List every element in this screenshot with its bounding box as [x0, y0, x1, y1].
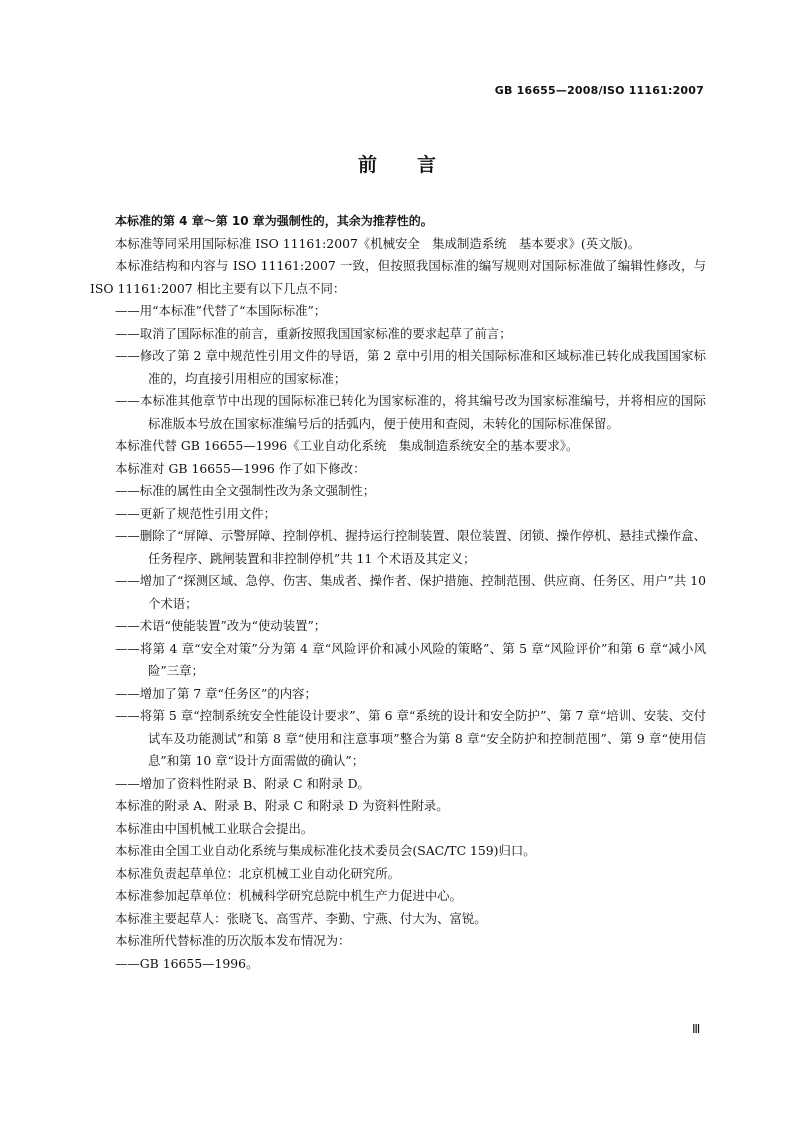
page-title: 前言 — [357, 154, 476, 176]
dash-item: ——用“本标准”代替了“本国际标准”； — [115, 303, 327, 318]
dash-item: ——将第 4 章“安全对策”分为第 4 章“风险评价和减小风险的策略”、第 5 章“风险评价”和第 6 章“减小风险”三章； — [115, 640, 706, 678]
dash-item: ——术语“使能装置”改为“使动装置”； — [115, 618, 327, 633]
dash-item: ——取消了国际标准的前言，重新按照我国国家标准的要求起草了前言； — [115, 325, 512, 341]
dash-item: ——增加了第 7 章“任务区”的内容； — [115, 685, 317, 701]
paragraph-annexes: 本标准的附录 A、附录 B、附录 C 和附录 D 为资料性附录。 — [115, 798, 449, 813]
paragraph-replaces: 本标准代替 GB 16655—1996《工业自动化系统 集成制造系统安全的基本要求》。 — [115, 438, 579, 453]
paragraph-changes: 本标准对 GB 16655—1996 作了如下修改： — [115, 460, 366, 476]
dash-item: ——增加了“探测区域、急停、伤害、集成者、操作者、保护措施、控制范围、供应商、任务区、用户”共 10 个术语； — [115, 573, 706, 611]
paragraph-participating-unit: 本标准参加起草单位：机械科学研究总院中机生产力促进中心。 — [115, 888, 462, 903]
paragraph-mandatory-chapters: 本标准的第 4 章～第 10 章为强制性的，其余为推荐性的。 — [115, 214, 433, 228]
paragraph-drafting-unit: 本标准负责起草单位：北京机械工业自动化研究所。 — [115, 865, 400, 881]
document-body — [90, 210, 706, 975]
paragraph-structure: 本标准结构和内容与 ISO 11161:2007 一致，但按照我国标准的编写规则对国际标准做了编辑性修改，与 ISO 11161:2007 相比主要有以下几点不同： — [90, 258, 706, 296]
page-number: Ⅲ — [692, 1022, 701, 1036]
paragraph-managed-by: 本标准由全国工业自动化系统与集成标准化技术委员会(SAC/TC 159)归口。 — [115, 843, 536, 858]
dash-item: ——标准的属性由全文强制性改为条文强制性； — [115, 483, 376, 498]
paragraph-drafters: 本标准主要起草人：张晓飞、高雪芹、李勤、宁燕、付大为、富锐。 — [115, 910, 487, 926]
dash-item: ——更新了规范性引用文件； — [115, 505, 277, 521]
dash-item: ——本标准其他章节中出现的国际标准已转化为国家标准的，将其编号改为国家标准编号，并将相应的国际标准版本号放在国家标准编号后的括弧内，便于使用和查阅，未转化的国际标准保留。 — [115, 393, 706, 431]
paragraph-proposed-by: 本标准由中国机械工业联合会提出。 — [115, 820, 314, 836]
paragraph-adoption: 本标准等同采用国际标准 ISO 11161:2007《机械安全 集成制造系统 基本要求》(英文版)。 — [115, 235, 641, 251]
dash-item: ——修改了第 2 章中规范性引用文件的导语，第 2 章中引用的相关国际标准和区域标准已转化成我国国家标准的，均直接引用相应的国家标准； — [115, 348, 706, 386]
standard-code-header: GB 16655—2008/ISO 11161:2007 — [494, 84, 704, 97]
dash-item: ——将第 5 章“控制系统安全性能设计要求”、第 6 章“系统的设计和安全防护”、第 7 章“培训、安装、交付试车及功能测试”和第 8 章“使用和注意事项”整合为第 8 章“安全防护和控制范围”、第 9 章“使用信息”和第 10 章“设计方面需做的确认”； — [115, 708, 706, 768]
dash-item: ——删除了“屏障、示警屏障、控制停机、握持运行控制装置、限位装置、闭锁、操作停机、悬挂式操作盒、任务程序、跳闸装置和非控制停机”共 11 个术语及其定义； — [115, 528, 706, 566]
paragraph-previous-editions: 本标准所代替标准的历次版本发布情况为： — [115, 933, 351, 948]
dash-item: ——GB 16655—1996。 — [115, 955, 259, 971]
dash-item: ——增加了资料性附录 B、附录 C 和附录 D。 — [115, 775, 370, 791]
